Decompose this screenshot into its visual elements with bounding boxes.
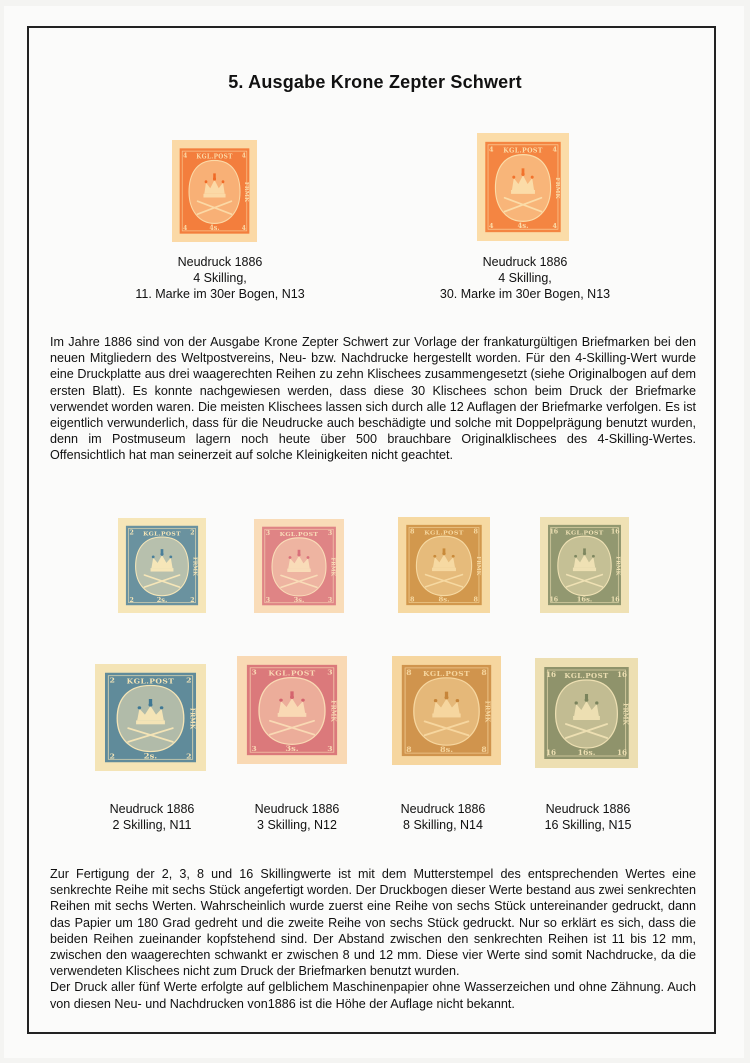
paragraph-printing	[50, 866, 696, 1012]
caption-line: Neudruck 1886	[400, 802, 486, 816]
svg-text:2s.: 2s.	[156, 595, 168, 604]
caption-line: 30. Marke im 30er Bogen, N13	[439, 287, 611, 301]
svg-text:KGL.POST: KGL.POST	[565, 529, 604, 537]
caption-2-skilling	[92, 801, 212, 833]
svg-text:3s.: 3s.	[285, 744, 299, 754]
svg-text:16: 16	[545, 670, 556, 679]
caption-top-right	[420, 254, 630, 302]
svg-text:8: 8	[406, 668, 412, 677]
svg-text:FRMK: FRMK	[475, 556, 482, 576]
svg-text:8: 8	[481, 668, 487, 677]
svg-text:16: 16	[549, 528, 559, 536]
svg-text:8: 8	[406, 745, 412, 755]
svg-text:FRMK: FRMK	[243, 181, 249, 203]
svg-text:3: 3	[265, 597, 271, 604]
svg-text:KGL.POST: KGL.POST	[268, 669, 316, 678]
svg-text:2: 2	[129, 596, 134, 604]
svg-text:2: 2	[190, 529, 195, 537]
caption-3-skilling	[237, 801, 357, 833]
svg-text:4: 4	[552, 145, 557, 154]
svg-text:2: 2	[190, 596, 195, 604]
svg-text:KGL.POST: KGL.POST	[424, 529, 464, 537]
svg-text:2: 2	[109, 751, 115, 761]
page-title: 5. Ausgabe Krone Zepter Schwert	[228, 72, 522, 92]
svg-text:16: 16	[617, 748, 628, 757]
caption-line: 8 Skilling, N14	[403, 818, 483, 832]
stamp-2-skilling-row2	[95, 664, 206, 771]
caption-line: Neudruck 1886	[254, 802, 340, 816]
svg-text:8: 8	[473, 596, 478, 604]
stamp-4-skilling-n13-pos11	[172, 140, 257, 242]
svg-text:2: 2	[186, 751, 192, 761]
caption-line: Neudruck 1886	[109, 802, 195, 816]
svg-text:2: 2	[109, 675, 115, 685]
caption-top-left	[120, 254, 320, 302]
svg-text:8: 8	[410, 596, 415, 604]
svg-text:4: 4	[489, 222, 494, 231]
svg-text:FRMK: FRMK	[614, 556, 621, 576]
stamp-3-skilling-row2	[237, 656, 347, 764]
stamp-4-skilling-n13-pos30	[477, 133, 569, 241]
svg-text:2: 2	[129, 529, 134, 537]
svg-text:4: 4	[241, 224, 246, 233]
stamp-8-skilling-row1	[398, 517, 490, 613]
svg-text:4: 4	[183, 152, 188, 160]
caption-16-skilling	[528, 801, 648, 833]
svg-text:4: 4	[552, 222, 557, 231]
svg-text:16s.: 16s.	[576, 595, 593, 604]
svg-text:8: 8	[410, 528, 415, 536]
caption-line: 4 Skilling,	[498, 271, 552, 285]
stamp-3-skilling-row1	[254, 519, 344, 613]
paragraph-text: Zur Fertigung der 2, 3, 8 und 16 Skillingwerte ist mit dem Mutterstempel des entsprechenden Wertes eine senkrechte Reihe mit sechs Stück angefertigt worden. Der Druckbogen dieser Werte bestand aus zwei senkrechten Reihen mit sechs Werten. Wahrscheinlich wurde zuerst eine Reihe von sechs Stück untereinander gedruckt, dann das Papier um 180 Grad gedreht und die zweite Reihe von sechs Stück gedruckt. Nur so erklärt es sich, dass die beiden Reihen zueinander kopfstehend sind. Der Abstand zwischen den senkrechten Reihen ist 11 bis 12 mm, zwischen den waagerechten schwankt er zwischen 8 und 12 mm. Diese vier Werte sind somit Nachdrucke, da die verwendeten Klischees nicht zum Druck der Briefmarken benutzt wurden.	[50, 867, 696, 979]
caption-line: 3 Skilling, N12	[257, 818, 337, 832]
svg-text:16: 16	[610, 596, 620, 604]
svg-text:KGL.POST: KGL.POST	[564, 672, 609, 680]
svg-text:FRMK: FRMK	[188, 707, 197, 730]
stamp-16-skilling-row2	[535, 658, 638, 768]
svg-text:3: 3	[327, 744, 333, 754]
svg-text:3: 3	[251, 668, 257, 677]
caption-line: Neudruck 1886	[545, 802, 631, 816]
svg-text:4: 4	[241, 152, 246, 160]
svg-text:FRMK: FRMK	[483, 700, 493, 723]
svg-text:3: 3	[327, 530, 333, 538]
stamp-16-skilling-row1	[540, 517, 629, 613]
svg-text:3: 3	[265, 530, 271, 538]
svg-text:16: 16	[610, 528, 620, 536]
svg-text:16: 16	[617, 670, 628, 679]
svg-text:4: 4	[183, 224, 188, 233]
svg-text:KGL.POST: KGL.POST	[503, 146, 543, 155]
paragraph-text: Im Jahre 1886 sind von der Ausgabe Krone Zepter Schwert zur Vorlage der frankaturgültigen Briefmarken bei den neuen Mitgliedern des Weltpostvereins, Neu- bzw. Nachdrucke hergestellt worden. Für den 4-Skilling-Wert wurde eine Druckplatte aus drei waagerechten Reihen zu zehn Klischees zusammengesetzt (siehe Originalbogen auf dem ersten Blatt). Es konnte nachgewiesen werden, dass diese 30 Klischees schon beim Druck der Briefmarke verwendet worden waren. Die meisten Klischees lassen sich durch alle 12 Auflagen der Briefmarke verfolgen. Es ist eigentlich verwunderlich, dass für die Neudrucke auch beschädigte und solche mit Doppelprägung benutzt wurden, denn im Postmuseum lagern noch heute über 500 brauchbare Originalklischees des 4-Skilling-Wertes. Offensichtlich hat man seinerzeit auf solche Kleinigkeiten nicht geachtet.	[50, 335, 696, 463]
svg-text:3: 3	[327, 668, 333, 677]
svg-text:KGL.POST: KGL.POST	[196, 153, 233, 161]
stamp-8-skilling-row2	[392, 656, 501, 765]
svg-text:FRMK: FRMK	[191, 556, 198, 576]
svg-text:FRMK: FRMK	[621, 703, 629, 725]
stamp-2-skilling-row1	[118, 518, 206, 613]
svg-text:4s.: 4s.	[209, 223, 220, 233]
svg-text:8: 8	[481, 745, 487, 755]
svg-text:3s.: 3s.	[293, 596, 305, 604]
svg-text:16: 16	[549, 596, 559, 604]
svg-text:3: 3	[251, 744, 257, 754]
paragraph-history	[50, 334, 696, 464]
caption-line: Neudruck 1886	[177, 255, 263, 269]
svg-text:KGL.POST: KGL.POST	[143, 530, 181, 538]
svg-text:8s.: 8s.	[438, 595, 450, 604]
svg-text:FRMK: FRMK	[329, 557, 336, 577]
caption-line: Neudruck 1886	[482, 255, 568, 269]
svg-text:2: 2	[186, 675, 192, 685]
svg-text:KGL.POST: KGL.POST	[126, 676, 175, 686]
svg-text:2s.: 2s.	[143, 751, 158, 761]
svg-text:FRMK: FRMK	[554, 177, 561, 199]
svg-text:16: 16	[545, 748, 556, 757]
caption-line: 11. Marke im 30er Bogen, N13	[135, 287, 305, 301]
svg-text:FRMK: FRMK	[329, 700, 338, 722]
svg-text:4s.: 4s.	[517, 221, 529, 231]
caption-8-skilling	[383, 801, 503, 833]
svg-text:8s.: 8s.	[439, 745, 454, 755]
svg-text:KGL.POST: KGL.POST	[279, 531, 319, 539]
svg-text:4: 4	[489, 145, 494, 154]
paragraph-text: Der Druck aller fünf Werte erfolgte auf gelblichem Maschinenpapier ohne Wasserzeichen und ohne Zähnung. Auch von diesen Neu- und Nachdrucken von1886 ist die Höhe der Auflage nicht bekannt.	[50, 980, 696, 1011]
svg-text:16s.: 16s.	[577, 748, 596, 757]
svg-text:3: 3	[327, 597, 333, 604]
svg-text:KGL.POST: KGL.POST	[423, 669, 470, 678]
svg-text:8: 8	[473, 528, 478, 536]
caption-line: 16 Skilling, N15	[544, 818, 632, 832]
caption-line: 4 Skilling,	[193, 271, 247, 285]
caption-line: 2 Skilling, N11	[112, 818, 192, 832]
